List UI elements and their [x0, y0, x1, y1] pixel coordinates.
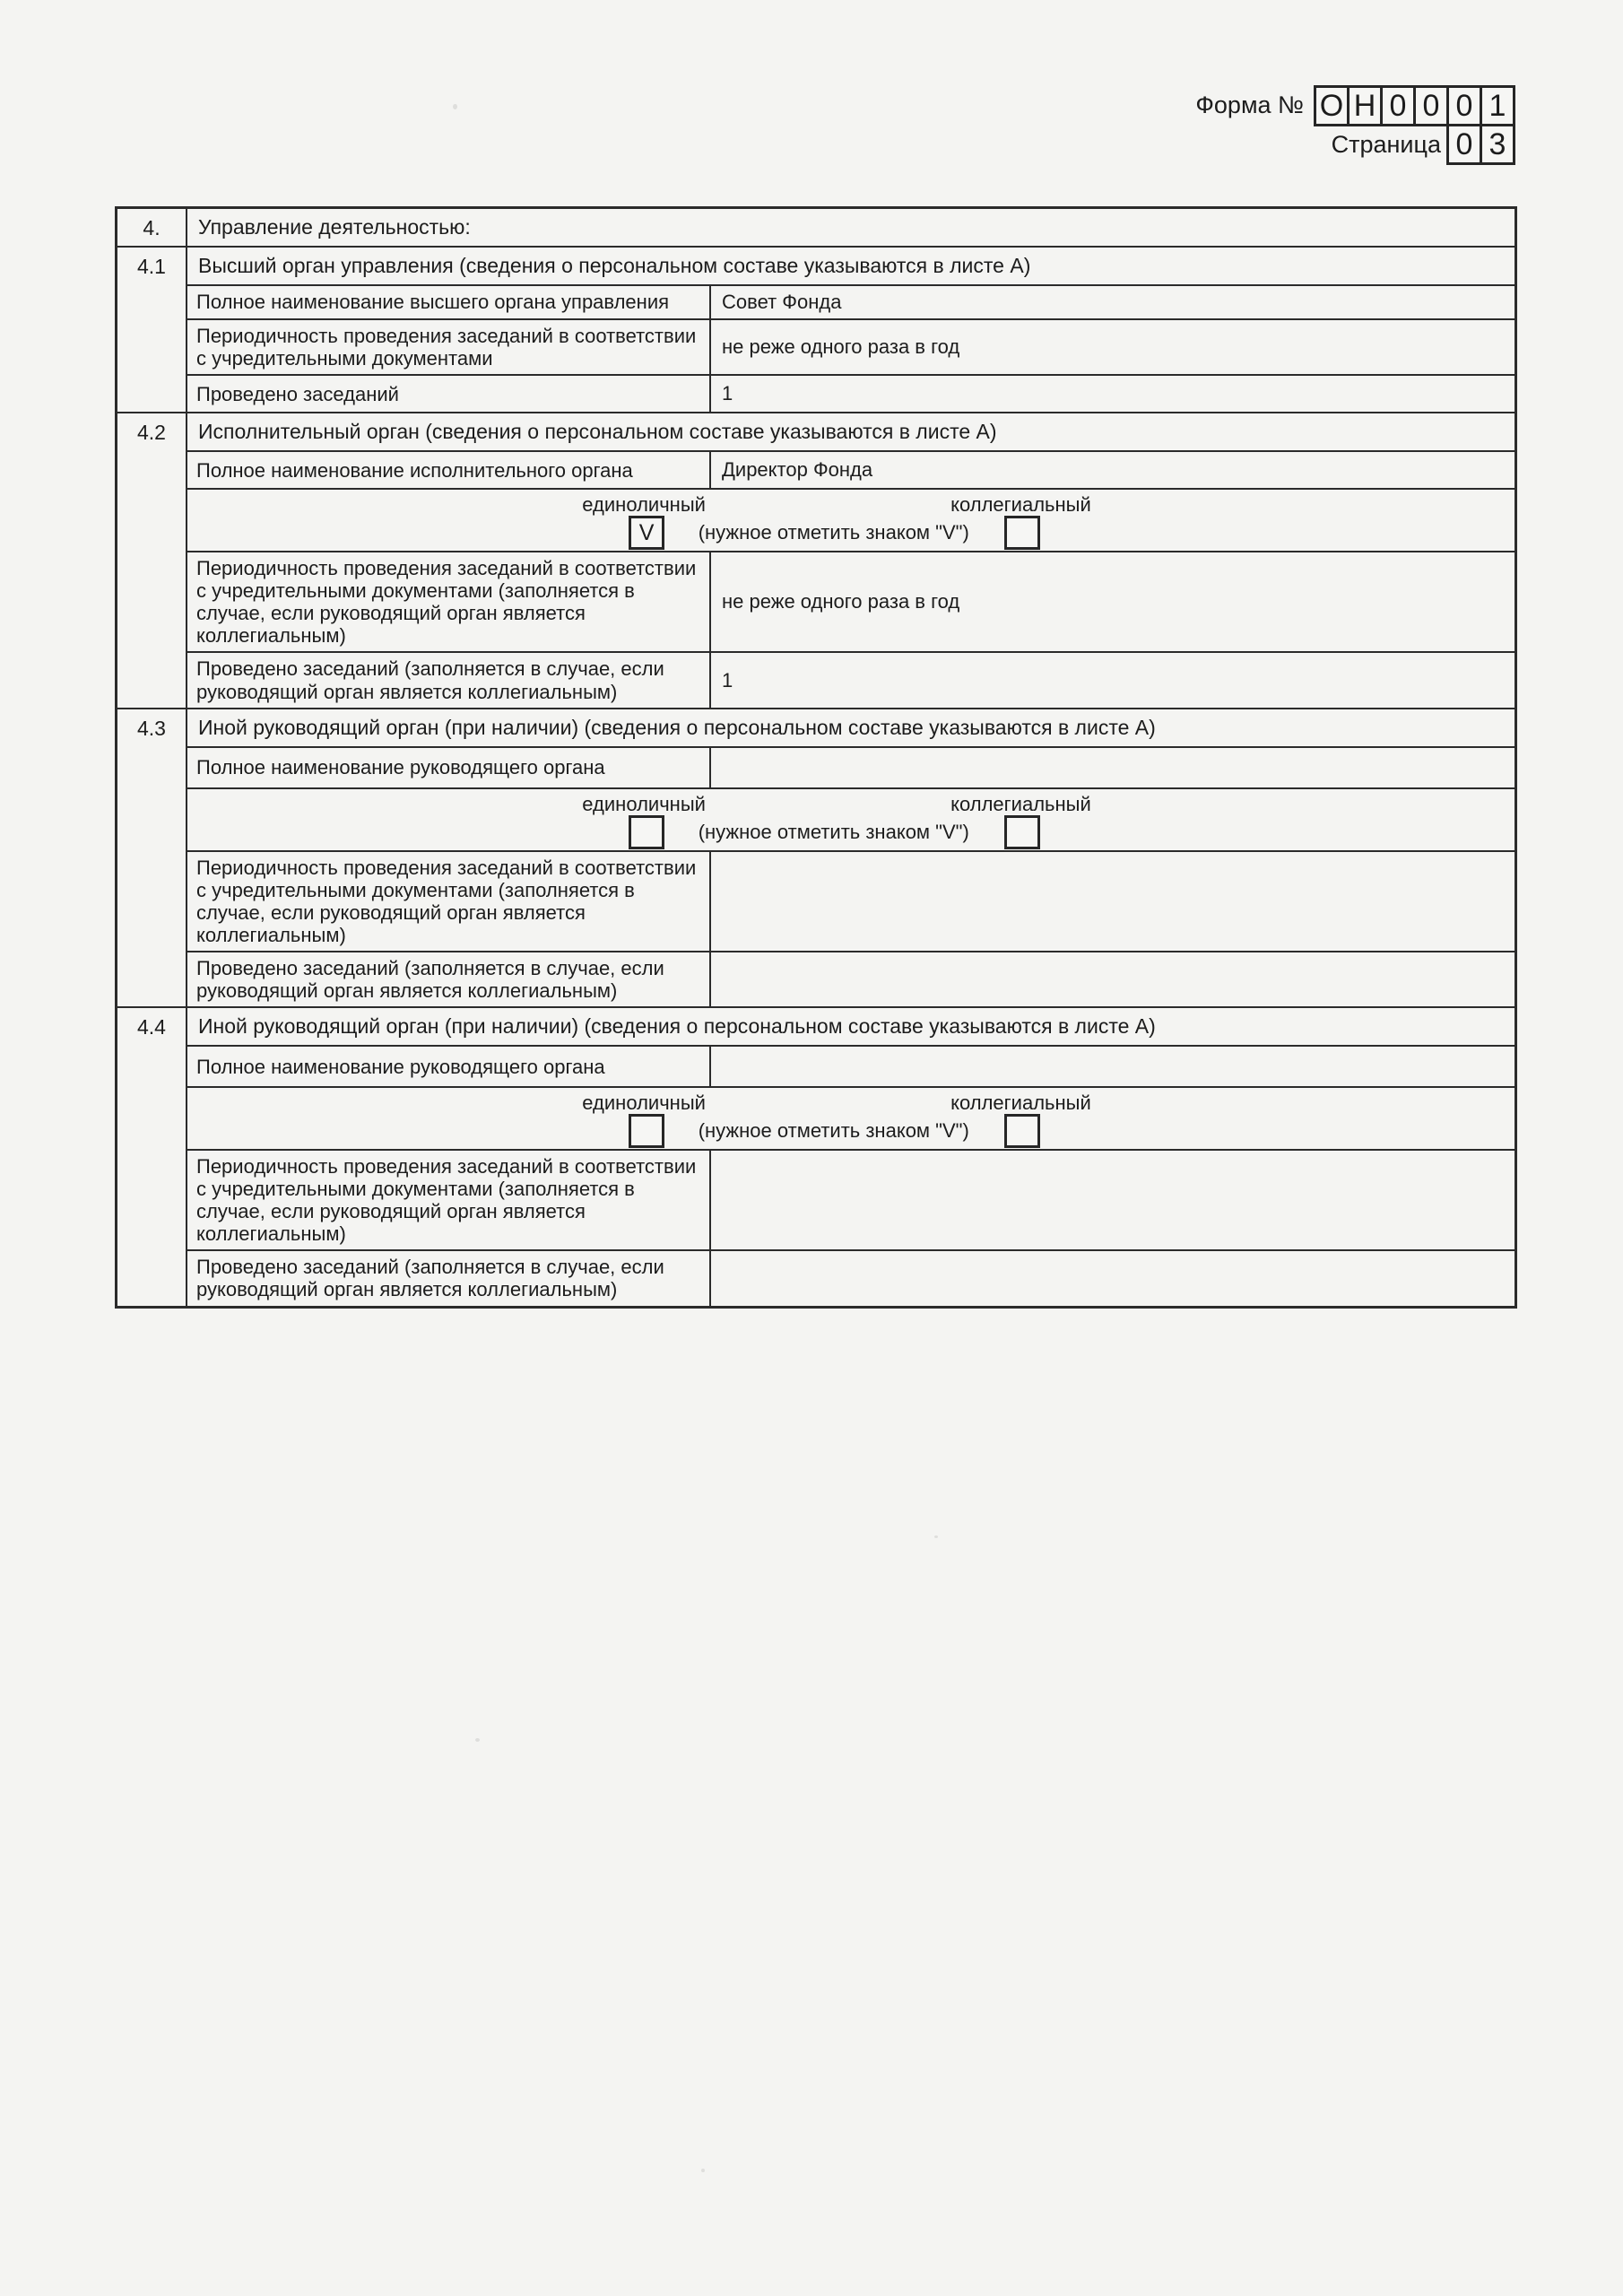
field-label: Полное наименование высшего органа управления — [196, 291, 670, 314]
org-type-checkbox-row — [187, 1086, 1515, 1149]
scan-speck — [701, 2169, 705, 2172]
sole-label: единоличный — [582, 792, 706, 815]
section-number: 4. — [117, 209, 187, 246]
field-row — [187, 551, 1515, 651]
field-value: Директор Фонда — [709, 452, 1515, 488]
section-4-4 — [117, 1006, 1515, 1305]
management-table — [115, 206, 1517, 1309]
sole-checkbox — [629, 1114, 664, 1148]
scan-speck — [934, 1535, 938, 1538]
field-value — [709, 952, 1515, 1006]
field-value: не реже одного раза в год — [709, 552, 1515, 651]
field-row — [187, 374, 1515, 412]
section-title: Высший орган управления (сведения о персональном составе указываются в листе А) — [198, 254, 1031, 277]
sole-checkbox: V — [629, 516, 664, 550]
field-row — [187, 1149, 1515, 1249]
form-code-box: 1 — [1480, 85, 1515, 126]
section-number: 4.1 — [117, 248, 187, 412]
page-code-box: 3 — [1480, 124, 1515, 165]
org-type-checkbox-row — [187, 488, 1515, 551]
field-value: 1 — [709, 653, 1515, 707]
field-label: Периодичность проведения заседаний в соответствии с учредительными документами — [196, 325, 697, 370]
collegial-label: коллегиальный — [950, 1091, 1091, 1115]
field-row — [187, 318, 1515, 374]
section-4-3 — [117, 708, 1515, 1006]
field-row — [187, 746, 1515, 787]
form-code-box: 0 — [1413, 85, 1449, 126]
field-value: Совет Фонда — [709, 286, 1515, 318]
sole-label: единоличный — [582, 1091, 706, 1115]
field-label: Полное наименование руководящего органа — [196, 756, 605, 779]
collegial-checkbox — [1004, 1114, 1040, 1148]
field-label: Периодичность проведения заседаний в соответствии с учредительными документами (заполняется в случае, если руководящий орган является коллегиальным) — [196, 1155, 697, 1246]
sole-label: единоличный — [582, 493, 706, 517]
field-row — [187, 450, 1515, 488]
field-label: Проведено заседаний (заполняется в случае, если руководящий орган является коллегиальным) — [196, 956, 664, 1003]
collegial-label: коллегиальный — [950, 493, 1091, 517]
field-row — [187, 1249, 1515, 1305]
field-label: Проведено заседаний — [196, 382, 399, 405]
field-row — [187, 850, 1515, 951]
field-row — [187, 284, 1515, 318]
section-4-1 — [117, 246, 1515, 412]
field-row — [187, 1045, 1515, 1086]
form-code-box: О — [1314, 85, 1350, 126]
section-number: 4.2 — [117, 413, 187, 707]
field-label: Периодичность проведения заседаний в соответствии с учредительными документами (заполняется в случае, если руководящий орган является коллегиальным) — [196, 856, 697, 946]
section-title: Иной руководящий орган (при наличии) (сведения о персональном составе указываются в листе А) — [198, 1014, 1156, 1039]
collegial-label: коллегиальный — [950, 792, 1091, 815]
form-code-box: 0 — [1446, 85, 1482, 126]
section-number: 4.4 — [117, 1008, 187, 1305]
form-code-box: 0 — [1380, 85, 1416, 126]
field-label: Полное наименование исполнительного органа — [196, 458, 633, 482]
section-number: 4.3 — [117, 709, 187, 1006]
section-4-2 — [117, 412, 1515, 707]
field-row — [187, 951, 1515, 1006]
field-label: Проведено заседаний (заполняется в случае, если руководящий орган является коллегиальным) — [196, 657, 664, 703]
field-value — [709, 852, 1515, 951]
field-value — [709, 1047, 1515, 1086]
section-title: Управление деятельностью: — [198, 215, 471, 239]
scan-speck — [475, 1738, 480, 1742]
field-value: 1 — [709, 376, 1515, 412]
org-type-checkbox-row — [187, 787, 1515, 850]
form-code-box: Н — [1347, 85, 1383, 126]
checkbox-hint: (нужное отметить знаком "V") — [698, 521, 969, 544]
field-value — [709, 1151, 1515, 1249]
page-number-label: Страница — [1331, 130, 1441, 158]
collegial-checkbox — [1004, 516, 1040, 550]
form-header — [1195, 85, 1515, 165]
section-4 — [117, 209, 1515, 246]
form-number-label: Форма № — [1195, 91, 1304, 118]
field-label: Проведено заседаний (заполняется в случае, если руководящий орган является коллегиальным) — [196, 1256, 664, 1301]
checkbox-hint: (нужное отметить знаком "V") — [698, 820, 969, 843]
field-label: Периодичность проведения заседаний в соответствии с учредительными документами (заполняется в случае, если руководящий орган является коллегиальным) — [196, 557, 697, 648]
field-value — [709, 1251, 1515, 1305]
section-title: Исполнительный орган (сведения о персональном составе указываются в листе А) — [198, 420, 997, 444]
field-label: Полное наименование руководящего органа — [196, 1055, 605, 1078]
field-row — [187, 651, 1515, 707]
field-value — [709, 748, 1515, 787]
collegial-checkbox — [1004, 815, 1040, 849]
form-number-row — [1195, 85, 1515, 126]
scan-speck — [453, 104, 457, 109]
sole-checkbox — [629, 815, 664, 849]
page-number-row — [1316, 124, 1515, 165]
field-value: не реже одного раза в год — [709, 320, 1515, 374]
checkbox-hint: (нужное отметить знаком "V") — [698, 1119, 969, 1143]
section-title: Иной руководящий орган (при наличии) (сведения о персональном составе указываются в листе А) — [198, 715, 1156, 739]
page-code-box: 0 — [1446, 124, 1482, 165]
